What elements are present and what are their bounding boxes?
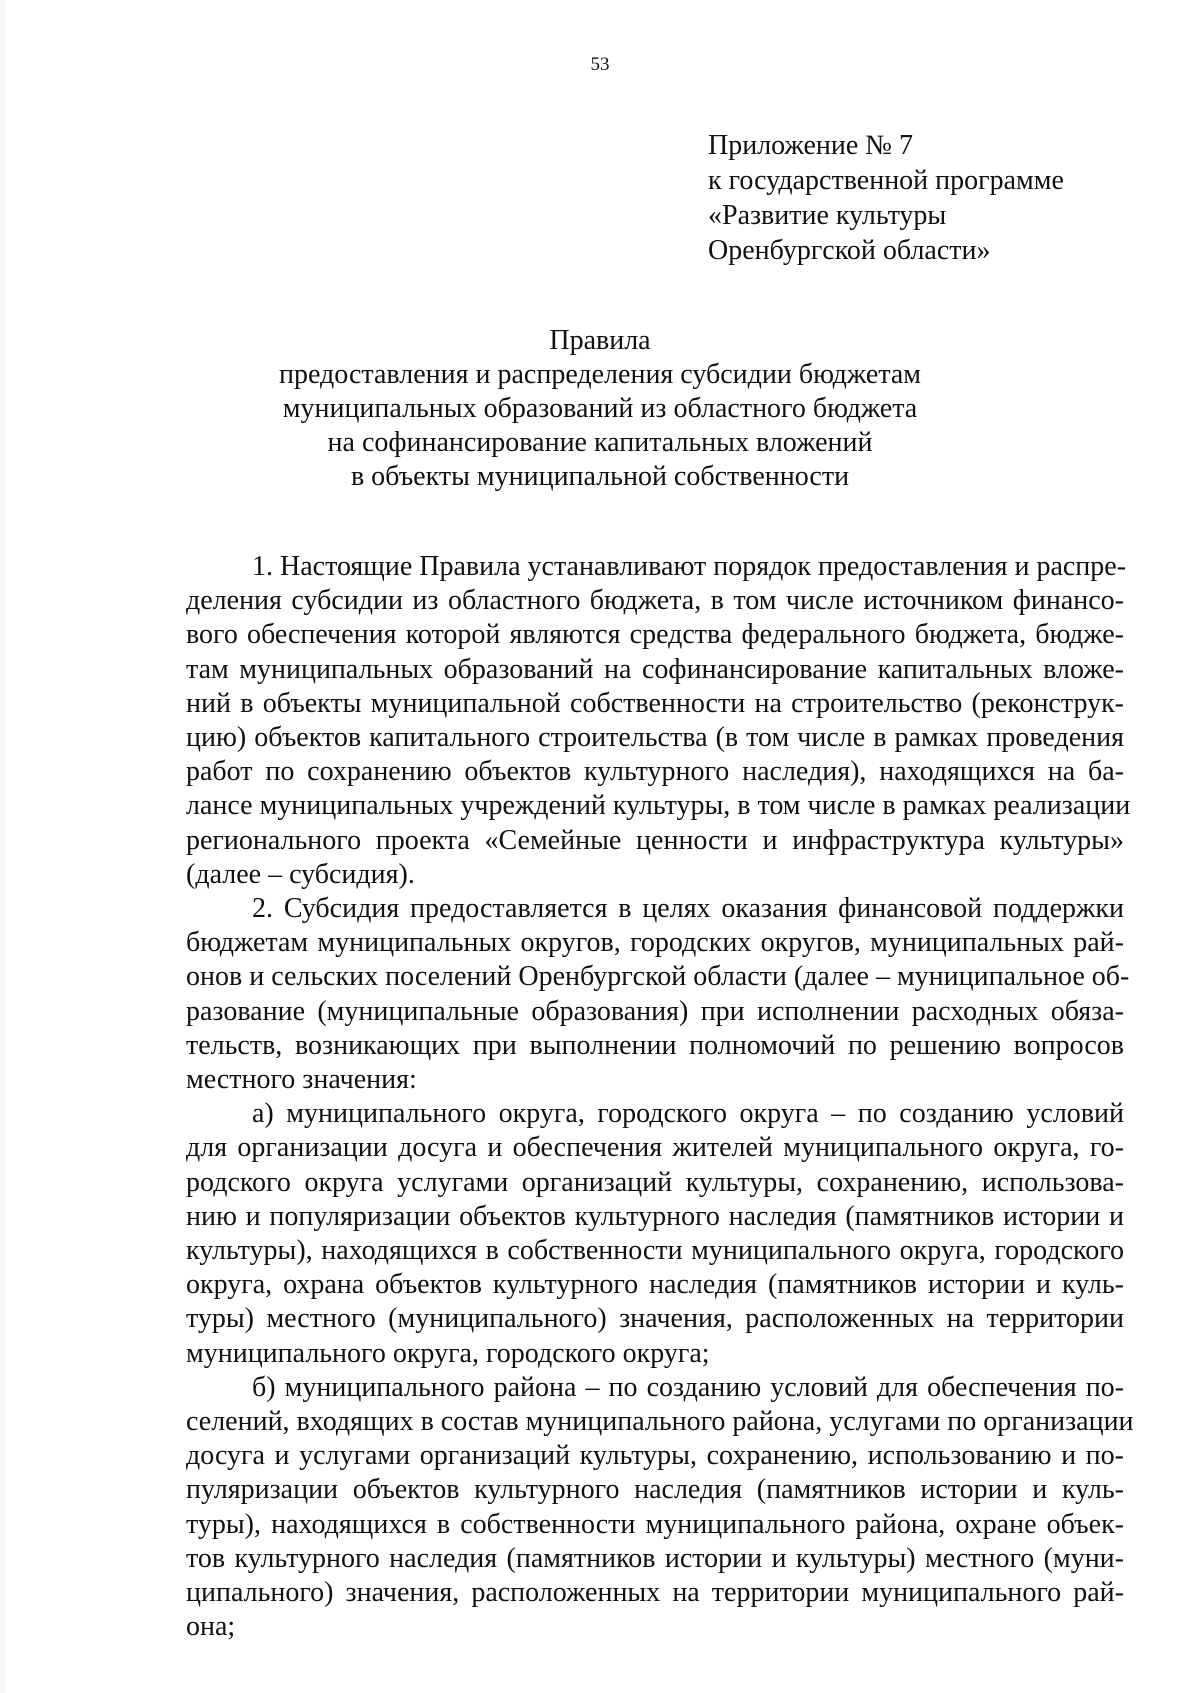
title-heading: Правила [549, 325, 651, 356]
title-line: в объекты муниципальной собственности [350, 461, 850, 492]
paragraph-line: вого обеспечения которой являются средства федерального бюджета, бюдже- [186, 619, 1124, 651]
paragraph [186, 892, 1130, 1097]
paragraph-line: родского округа услугами организаций культуры, сохранению, использова- [186, 1166, 1124, 1198]
paragraph-line: местного значения: [186, 1064, 417, 1096]
document-body [186, 550, 1134, 1645]
title-line: предоставления и распределения субсидии бюджетам [278, 359, 921, 390]
paragraph-line: деления субсидии из областного бюджета, в том числе источником финансо- [186, 585, 1124, 617]
paragraph-line: лансе муниципальных учреждений культуры, в том числе в рамках реализации [186, 790, 1131, 822]
page-number: 53 [590, 54, 610, 75]
paragraph-line: туры), находящихся в собственности муниципального района, охране объек- [186, 1508, 1124, 1540]
paragraph-line: регионального проекта «Семейные ценности и инфраструктура культуры» [186, 824, 1124, 856]
paragraph-line: нию и популяризации объектов культурного наследия (памятников истории и [186, 1200, 1124, 1232]
paragraph [186, 1371, 1134, 1645]
paragraph-line: туры) местного (муниципального) значения, расположенных на территории [186, 1303, 1124, 1335]
appendix-line: «Развитие культуры [708, 200, 947, 231]
paragraph-line: 2. Субсидия предоставляется в целях оказания финансовой поддержки [252, 893, 1124, 925]
paragraph [186, 550, 1131, 892]
paragraph-line: а) муниципального округа, городского округа – по созданию условий [252, 1098, 1124, 1130]
paragraph-line: пуляризации объектов культурного наследия (памятников истории и куль- [186, 1474, 1124, 1506]
paragraph-line: селений, входящих в состав муниципального района, услугами по организации [186, 1406, 1134, 1438]
appendix-line: к государственной программе [708, 165, 1064, 196]
paragraph-line: бюджетам муниципальных округов, городских округов, муниципальных рай- [186, 927, 1124, 959]
document-title [190, 324, 1010, 494]
paragraph-line: 1. Настоящие Правила устанавливают порядок предоставления и распре- [252, 551, 1127, 582]
paragraph-line: культуры), находящихся в собственности муниципального округа, городского [186, 1235, 1124, 1267]
paragraph-line: (далее – субсидия). [186, 858, 415, 890]
paragraph [186, 1097, 1124, 1371]
paragraph-line: она; [186, 1611, 236, 1643]
paragraph-line: разование (муниципальные образования) при исполнении расходных обяза- [186, 995, 1124, 1027]
paragraph-line: б) муниципального района – по созданию условий для обеспечения по- [252, 1371, 1124, 1403]
scan-edge [0, 0, 6, 1693]
paragraph-line: округа, охрана объектов культурного наследия (памятников истории и куль- [186, 1269, 1124, 1301]
paragraph-line: онов и сельских поселений Оренбургской области (далее – муниципальное об- [186, 961, 1130, 993]
paragraph-line: тельств, возникающих при выполнении полномочий по решению вопросов [186, 1029, 1124, 1061]
paragraph-line: цию) объектов капитального строительства (в том числе в рамках проведения [186, 722, 1124, 754]
paragraph-line: тов культурного наследия (памятников истории и культуры) местного (муни- [186, 1542, 1124, 1574]
paragraph-line: досуга и услугами организаций культуры, сохранению, использованию и по- [186, 1440, 1124, 1472]
paragraph-line: работ по сохранению объектов культурного наследия), находящихся на ба- [186, 756, 1124, 788]
appendix-line: Приложение № 7 [708, 130, 913, 161]
title-line: муниципальных образований из областного бюджета [282, 393, 918, 424]
paragraph-line: ципального) значения, расположенных на территории муниципального рай- [186, 1577, 1124, 1609]
paragraph-line: для организации досуга и обеспечения жителей муниципального округа, го- [186, 1132, 1124, 1164]
appendix-header [708, 128, 1064, 268]
paragraph-line: муниципального округа, городского округа; [186, 1337, 710, 1369]
paragraph-line: ний в объекты муниципальной собственности на строительство (реконструк- [186, 687, 1124, 719]
paragraph-line: там муниципальных образований на софинансирование капитальных вложе- [186, 653, 1124, 685]
title-line: на софинансирование капитальных вложений [327, 427, 873, 458]
appendix-line: Оренбургской области» [708, 235, 991, 266]
